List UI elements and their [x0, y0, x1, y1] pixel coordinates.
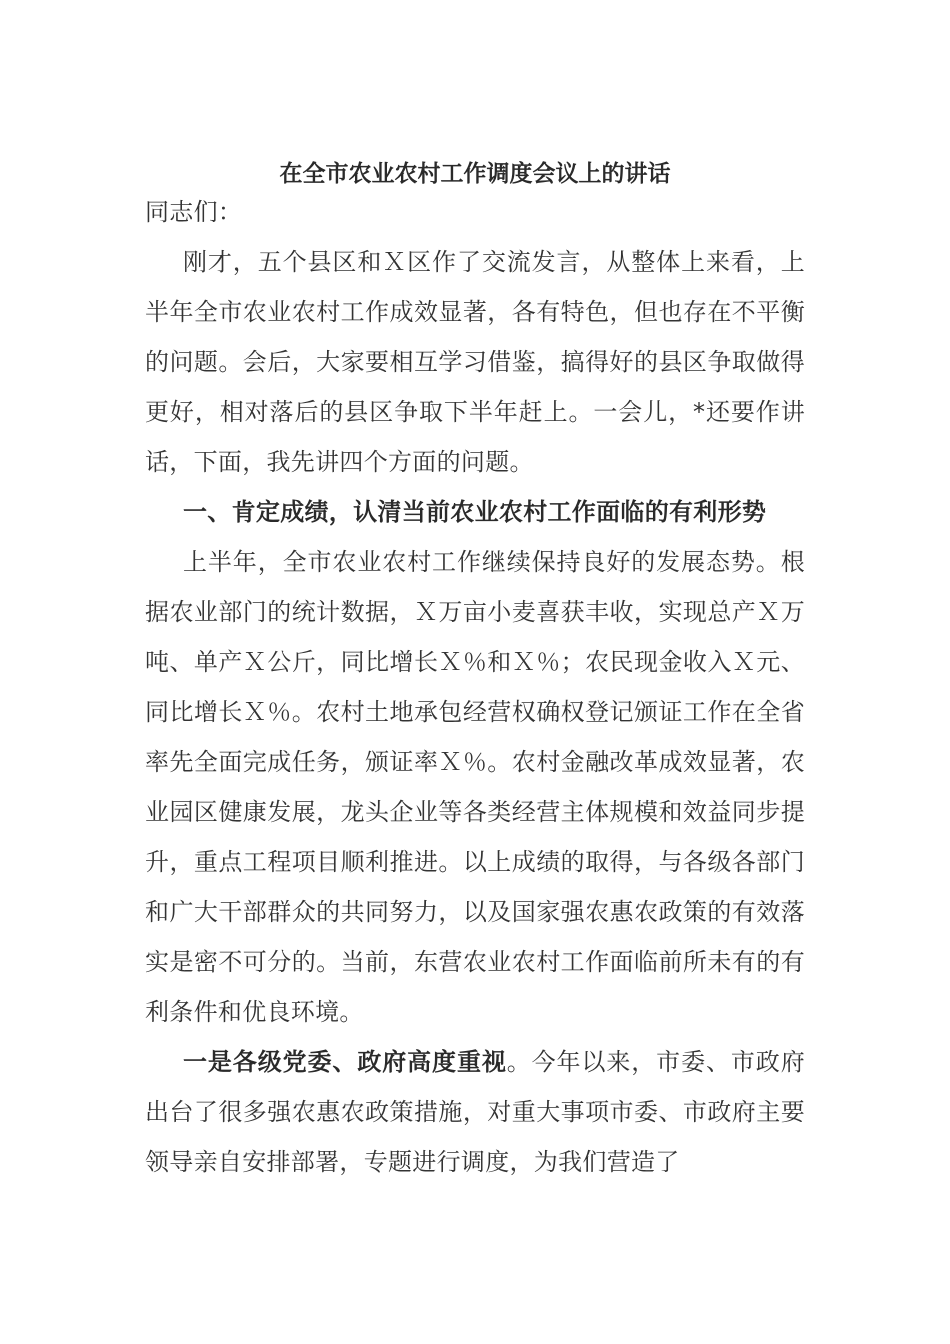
salutation: 同志们：: [145, 198, 243, 226]
paragraph-point-1: [145, 1037, 805, 1187]
point-1-text: 。今年以来，市委、市政府出台了很多强农惠农政策措施，对重大事项市委、市政府主要领导亲自安排部署，专题进行调度，为我们营造了: [145, 1048, 805, 1176]
section-heading-1: 一、肯定成绩，认清当前农业农村工作面临的有利形势: [183, 498, 767, 526]
paragraph-achievements: 上半年，全市农业农村工作继续保持良好的发展态势。根据农业部门的统计数据，Ｘ万亩小麦喜获丰收，实现总产Ｘ万吨、单产Ｘ公斤，同比增长Ｘ％和Ｘ％；农民现金收入Ｘ元、同比增长Ｘ％。农村土地承包经营权确权登记颁证工作在全省率先全面完成任务，颁证率Ｘ％。农村金融改革成效显著，农业园区健康发展，龙头企业等各类经营主体规模和效益同步提升，重点工程项目顺利推进。以上成绩的取得，与各级各部门和广大干部群众的共同努力，以及国家强农惠农政策的有效落实是密不可分的。当前，东营农业农村工作面临前所未有的有利条件和优良环境。: [145, 548, 805, 1026]
paragraph-intro: 刚才，五个县区和Ｘ区作了交流发言，从整体上来看，上半年全市农业农村工作成效显著，各有特色，但也存在不平衡的问题。会后，大家要相互学习借鉴，搞得好的县区争取做得更好，相对落后的县区争取下半年赶上。一会儿，*还要作讲话，下面，我先讲四个方面的问题。: [145, 248, 805, 476]
point-1-lead: 一是各级党委、政府高度重视: [183, 1048, 507, 1076]
document-title: 在全市农业农村工作调度会议上的讲话: [279, 161, 671, 187]
document-body: [145, 187, 805, 1187]
